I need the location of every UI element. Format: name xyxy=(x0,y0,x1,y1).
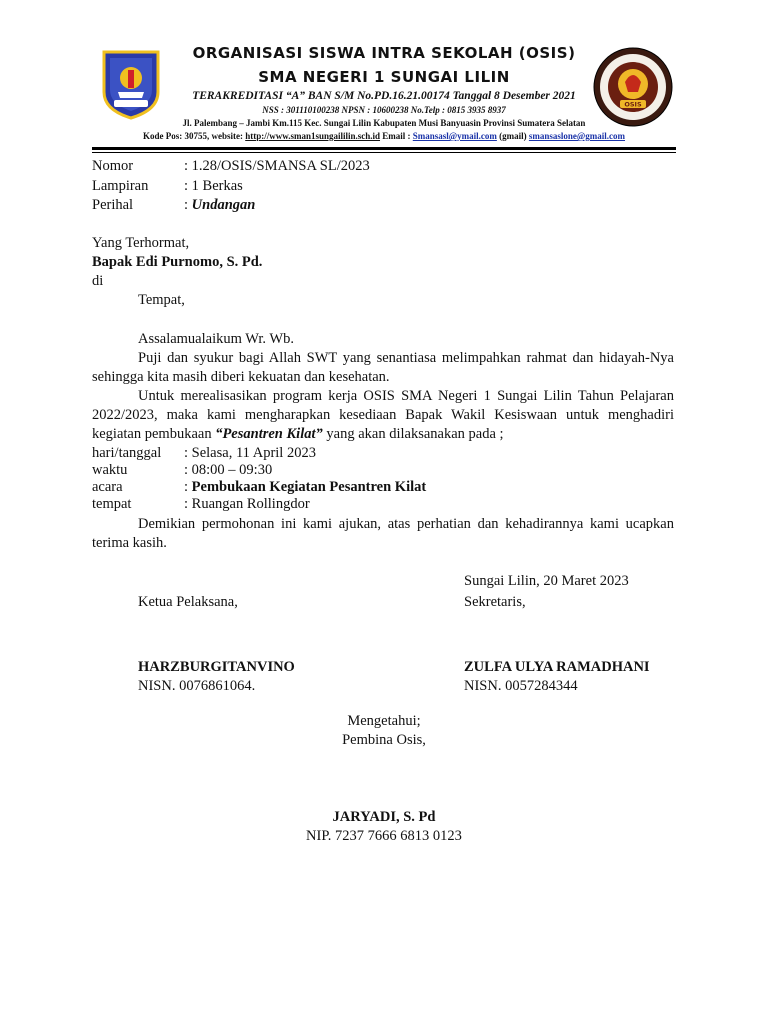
email-link-2[interactable]: smansaslone@gmail.com xyxy=(528,131,626,141)
event-day-label: hari/tanggal xyxy=(92,445,162,461)
acknowledgement: Mengetahui; xyxy=(347,713,421,729)
recipient-greeting: Yang Terhormat, xyxy=(92,235,190,251)
event-day-value: : Selasa, 11 April 2023 xyxy=(184,445,316,461)
perihal-value: Undangan xyxy=(191,197,256,213)
osis-logo-center-text: OSIS xyxy=(624,100,642,109)
event-place-label: tempat xyxy=(92,496,132,512)
right-sign-title: Sekretaris, xyxy=(464,594,526,610)
perihal-line xyxy=(184,196,255,215)
event-place-value: : Ruangan Rollingdor xyxy=(184,496,310,512)
lampiran-label: Lampiran xyxy=(92,178,149,194)
right-sign-id: NISN. 0057284344 xyxy=(464,678,578,694)
paragraph-2-text-b: yang akan dilaksanakan pada ; xyxy=(322,426,504,442)
header-rule-thick xyxy=(92,147,676,150)
event-time-label: waktu xyxy=(92,462,128,478)
perihal-colon: : xyxy=(184,197,192,213)
event-agenda-value: Pembukaan Kegiatan Pesantren Kilat xyxy=(191,479,427,495)
advisor-name: JARYADI, S. Pd xyxy=(332,809,436,825)
closing-text: Demikian permohonan ini kami ajukan, atas perhatian dan kehadirannya kami ucapkan terima kasih. xyxy=(92,516,674,551)
perihal-label: Perihal xyxy=(92,197,134,213)
paragraph-2 xyxy=(92,387,674,444)
accreditation-line: TERAKREDITASI “A” BAN S/M No.PD.16.21.00174 Tanggal 8 Desember 2021 xyxy=(192,90,576,102)
email-label: Email : xyxy=(380,131,413,141)
paragraph-2-text-a: Untuk merealisasikan program kerja OSIS SMA Negeri 1 Sungai Lilin Tahun Pelajaran 2022/2023, maka kami mengharapkan kesediaan Bapak Wakil Kesiswaan untuk menghadiri kegiatan pembukaan xyxy=(92,388,674,442)
recipient-name: Bapak Edi Purnomo, S. Pd. xyxy=(92,254,263,270)
advisor-title: Pembina Osis, xyxy=(342,732,426,748)
right-sign-name: ZULFA ULYA RAMADHANI xyxy=(464,659,650,675)
header-rule-thin xyxy=(92,152,676,153)
left-sign-title: Ketua Pelaksana, xyxy=(138,594,238,610)
contact-line xyxy=(40,131,728,141)
lampiran-value: : 1 Berkas xyxy=(184,178,243,194)
event-time-value: : 08:00 – 09:30 xyxy=(184,462,273,478)
nomor-value: : 1.28/OSIS/SMANSA SL/2023 xyxy=(184,158,370,174)
paragraph-2-event: “Pesantren Kilat” xyxy=(215,426,323,442)
place-date: Sungai Lilin, 20 Maret 2023 xyxy=(464,573,629,589)
salam: Assalamualaikum Wr. Wb. xyxy=(138,331,294,347)
school-name: SMA NEGERI 1 SUNGAI LILIN xyxy=(258,68,510,86)
paragraph-1-text: Puji dan syukur bagi Allah SWT yang senantiasa melimpahkan rahmat dan hidayah-Nya sehingga kita masih diberi kekuatan dan kesehatan. xyxy=(92,350,674,385)
contact-prefix: Kode Pos: 30755, website: xyxy=(142,131,246,141)
recipient-place: Tempat, xyxy=(138,292,185,308)
website-link[interactable]: http://www.sman1sungaililin.sch.id xyxy=(245,131,381,141)
event-agenda-colon: : xyxy=(184,479,192,495)
recipient-di: di xyxy=(92,273,104,289)
nss-line: NSS : 301110100238 NPSN : 10600238 No.Telp : 0815 3935 8937 xyxy=(262,105,506,115)
closing-paragraph xyxy=(92,515,674,553)
event-agenda-label: acara xyxy=(92,479,123,495)
email-link-1[interactable]: Smansasl@ymail.com xyxy=(412,131,497,141)
left-sign-name: HARZBURGITANVINO xyxy=(138,659,295,675)
email-mid: (gmail) xyxy=(496,131,529,141)
nomor-label: Nomor xyxy=(92,158,134,174)
org-name: ORGANISASI SISWA INTRA SEKOLAH (OSIS) xyxy=(192,44,576,62)
paragraph-1 xyxy=(92,349,674,387)
advisor-id: NIP. 7237 7666 6813 0123 xyxy=(306,828,462,844)
left-sign-id: NISN. 0076861064. xyxy=(138,678,256,694)
address-line: Jl. Palembang – Jambi Km.115 Kec. Sungai Lilin Kabupaten Musi Banyuasin Provinsi Sumatera Selatan xyxy=(182,118,586,128)
